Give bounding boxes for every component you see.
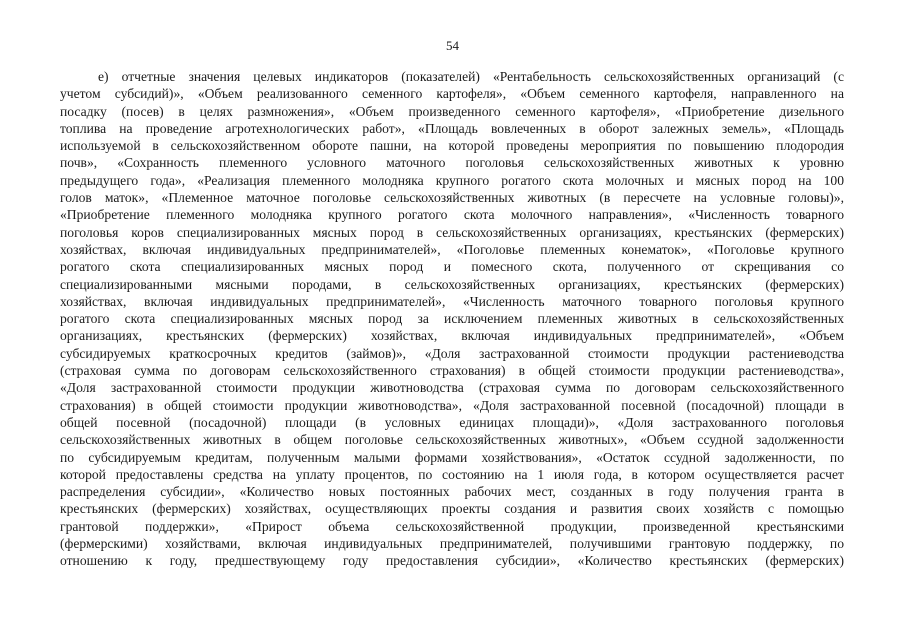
text-line: топлива на проведение агротехнологических работ», «Площадь вовлеченных в оборот залежных земель», «Площадь bbox=[60, 120, 844, 136]
text-line: поголовья коров специализированных мясных пород в сельскохозяйственных организациях, крестьянских (фермерских) bbox=[60, 224, 844, 240]
text-line: е) отчетные значения целевых индикаторов (показателей) «Рентабельность сельскохозяйственных организаций (с bbox=[98, 69, 844, 84]
text-line: по субсидируемым кредитам, полученным малыми формами хозяйствования», «Остаток ссудной задолженности, по bbox=[60, 449, 844, 465]
text-line: учетом субсидий)», «Объем реализованного семенного картофеля», «Объем семенного картофеля, направленного на bbox=[60, 86, 844, 102]
text-line: рогатого скота специализированных мясных пород за исключением племенных животных в сельскохозяйственных bbox=[60, 311, 844, 327]
text-line: предыдущего года», «Реализация племенного молодняка крупного рогатого скота молочных и мясных пород на 100 bbox=[60, 172, 844, 188]
text-line: (фермерскими) хозяйствами, включая индивидуальных предпринимателей, получившими грантовую поддержку, по bbox=[60, 536, 844, 552]
page-number: 54 bbox=[446, 38, 459, 53]
text-line: используемой в сельскохозяйственном обороте пашни, на которой проведены мероприятия по повышению плодородия bbox=[60, 138, 844, 154]
text-line: специализированными мясными породами, в сельскохозяйственных организациях, крестьянских (фермерских) bbox=[60, 276, 844, 292]
text-line: рогатого скота специализированных мясных пород и помесного скота, полученного от скрещивания со bbox=[60, 259, 844, 275]
text-line: посадку (посев) в целях размножения», «Объем произведенного семенного картофеля», «Приобретение дизельного bbox=[60, 103, 844, 119]
text-line: (страховая сумма по договорам сельскохозяйственного страхования) в общей стоимости продукции растениеводства», bbox=[60, 363, 844, 379]
text-line: организациях, крестьянских (фермерских) хозяйствах, включая индивидуальных предпринимателей», «Объем bbox=[60, 328, 844, 344]
text-line: субсидируемых краткосрочных кредитов (займов)», «Доля застрахованной стоимости продукции растениеводства bbox=[60, 345, 844, 361]
text-line: сельскохозяйственных животных в общем поголовье сельскохозяйственных животных», «Объем ссудной задолженности bbox=[60, 432, 844, 448]
text-line: «Доля застрахованной стоимости продукции животноводства (страховая сумма по договорам сельскохозяйственного bbox=[60, 380, 844, 396]
text-line: грантовой поддержки», «Прирост объема сельскохозяйственной продукции, произведенной крестьянскими bbox=[60, 518, 844, 534]
text-line: которой предоставлены средства на уплату процентов, по состоянию на 1 июля года, в котором осуществляется расчет bbox=[60, 466, 844, 482]
text-line: отношению к году, предшествующему году предоставления субсидии», «Количество крестьянских (фермерских) bbox=[60, 553, 844, 569]
text-line: «Приобретение племенного молодняка крупного рогатого скота молочного направления», «Численность товарного bbox=[60, 207, 844, 223]
text-line: хозяйствах, включая индивидуальных предпринимателей», «Численность маточного товарного поголовья крупного bbox=[60, 293, 844, 309]
text-line: голов маток», «Племенное маточное поголовье сельскохозяйственных животных (в пересчете на условные головы)», bbox=[60, 190, 844, 206]
text-line: почв», «Сохранность племенного условного маточного поголовья сельскохозяйственных животных к уровню bbox=[60, 155, 844, 171]
text-line: страхования) в общей стоимости продукции животноводства», «Доля застрахованной посевной (посадочной) площади в bbox=[60, 397, 844, 413]
text-line: хозяйствах, включая индивидуальных предпринимателей», «Поголовье племенных конематок», «Поголовье крупного bbox=[60, 241, 844, 257]
text-line: крестьянских (фермерских) хозяйствах, осуществляющих проекты создания и развития своих хозяйств с помощью bbox=[60, 501, 844, 517]
body-paragraph bbox=[60, 68, 844, 570]
text-line: распределения субсидии», «Количество новых постоянных рабочих мест, созданных в году получения гранта в bbox=[60, 484, 844, 500]
text-line: общей посевной (посадочной) площади (в условных единицах площади)», «Доля застрахованного поголовья bbox=[60, 414, 844, 430]
